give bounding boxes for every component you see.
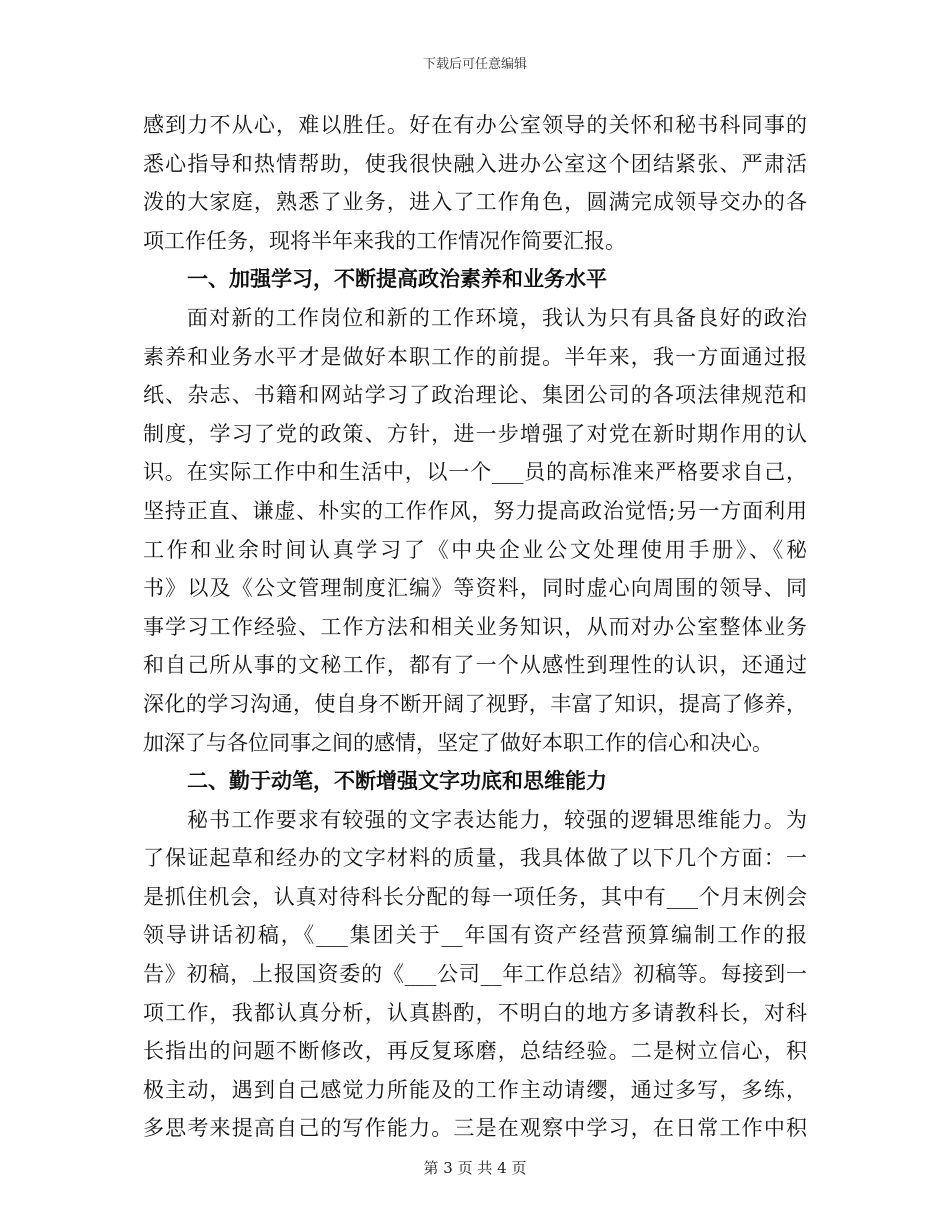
- paragraph-line: 工作和业余时间认真学习了《中央企业公文处理使用手册》、《秘: [143, 537, 807, 562]
- paragraph-line: 多思考来提高自己的写作能力。三是在观察中学习，在日常工作中积: [143, 1116, 807, 1141]
- paragraph-line: 素养和业务水平才是做好本职工作的前提。半年来，我一方面通过报: [143, 344, 807, 369]
- section-heading: 一、加强学习，不断提高政治素养和业务水平: [187, 266, 607, 292]
- paragraph-line: 长指出的问题不断修改，再反复琢磨，总结经验。二是树立信心，积: [143, 1039, 807, 1064]
- paragraph-line: 纸、杂志、书籍和网站学习了政治理论、集团公司的各项法律规范和: [143, 383, 807, 408]
- paragraph-line: 事学习工作经验、工作方法和相关业务知识，从而对办公室整体业务: [143, 614, 807, 639]
- paragraph-line: 和自己所从事的文秘工作，都有了一个从感性到理性的认识，还通过: [143, 653, 807, 678]
- paragraph-line: 秘书工作要求有较强的文字表达能力，较强的逻辑思维能力。为: [187, 807, 807, 832]
- paragraph-line: 悉心指导和热情帮助，使我很快融入进办公室这个团结紧张、严肃活: [143, 151, 807, 176]
- page-header-note: 下载后可任意编辑: [422, 57, 527, 72]
- document-body: [143, 106, 807, 1148]
- paragraph-line: 坚持正直、谦虚、朴实的工作作风，努力提高政治觉悟;另一方面利用: [143, 498, 807, 523]
- paragraph-line: 了保证起草和经办的文字材料的质量，我具体做了以下几个方面：一: [143, 846, 807, 871]
- paragraph-line: 面对新的工作岗位和新的工作环境，我认为只有具备良好的政治: [187, 305, 807, 330]
- paragraph-line: 是抓住机会，认真对待科长分配的每一项任务，其中有___个月末例会: [143, 884, 807, 909]
- section-heading: 二、勤于动笔，不断增强文字功底和思维能力: [187, 768, 607, 794]
- paragraph-line: 泼的大家庭，熟悉了业务，进入了工作角色，圆满完成领导交办的各: [143, 190, 807, 215]
- paragraph-line: 书》以及《公文管理制度汇编》等资料，同时虚心向周围的领导、同: [143, 576, 807, 601]
- paragraph-line: 项工作，我都认真分析，认真斟酌，不明白的地方多请教科长，对科: [143, 1000, 807, 1025]
- paragraph-line: 感到力不从心，难以胜任。好在有办公室领导的关怀和秘书科同事的: [143, 113, 807, 137]
- paragraph-line: 加深了与各位同事之间的感情，坚定了做好本职工作的信心和决心。: [143, 730, 773, 755]
- paragraph-line: 深化的学习沟通，使自身不断开阔了视野，丰富了知识，提高了修养，: [143, 691, 807, 716]
- paragraph-line: 领导讲话初稿，《___集团关于__年国有资产经营预算编制工作的报: [143, 923, 807, 948]
- paragraph-line: 告》初稿，上报国资委的《___公司__年工作总结》初稿等。每接到一: [143, 962, 807, 987]
- paragraph-line: 极主动，遇到自己感觉力所能及的工作主动请缨，通过多写，多练，: [143, 1077, 807, 1102]
- paragraph-line: 识。在实际工作中和生活中，以一个___员的高标准来严格要求自己，: [143, 460, 807, 485]
- paragraph-line: 项工作任务，现将半年来我的工作情况作简要汇报。: [143, 228, 626, 253]
- paragraph-line: 制度，学习了党的政策、方针，进一步增强了对党在新时期作用的认: [143, 421, 807, 446]
- page-number: 第 3 页 共 4 页: [423, 1159, 527, 1177]
